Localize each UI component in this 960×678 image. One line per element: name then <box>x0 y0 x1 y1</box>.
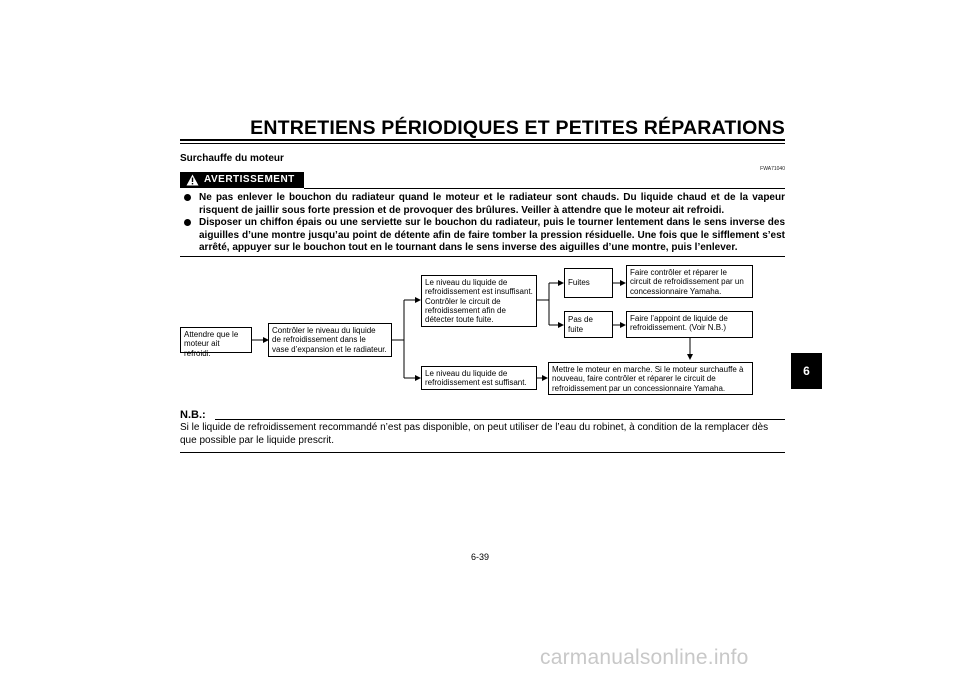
watermark: carmanualsonline.info <box>540 646 749 669</box>
chapter-tab: 6 <box>791 353 822 389</box>
flow-box-check-level: Contrôler le niveau du liquide de refroidissement dans le vase d’expansion et le radiateur. <box>268 323 392 357</box>
note-text: Si le liquide de refroidissement recommandé n’est pas disponible, on peut utiliser de l’eau du robinet, à condition de la remplacer dès que possible par le liquide prescrit. <box>180 422 769 446</box>
note-label: N.B.: <box>180 409 206 421</box>
section-heading: Surchauffe du moteur <box>180 153 284 164</box>
note-rule-top <box>215 419 785 420</box>
flow-box-sufficient: Le niveau du liquide de refroidissement est suffisant. <box>421 366 537 390</box>
flow-box-insufficient: Le niveau du liquide de refroidissement est insuffisant. Contrôler le circuit de refroidissement afin de détecter toute fuite. <box>421 275 537 327</box>
flow-box-no-leak: Pas de fuite <box>564 311 613 338</box>
warning-label: AVERTISSEMENT <box>204 174 295 185</box>
warning-item-text: Disposer un chiffon épais ou une serviette sur le bouchon du radiateur, puis le tourner lentement dans le sens inverse des aiguilles d’une montre jusqu’au point de détente afin de faire tomber la pression résiduelle. Une fois que le sifflement s’est arrêté, appuyer sur le bouchon tout en le tournant dans le sens inverse des aiguilles d’une montre, puis l’enlever. <box>199 217 785 253</box>
note-rule-bottom <box>180 452 785 453</box>
page-title: ENTRETIENS PÉRIODIQUES ET PETITES RÉPARATIONS <box>250 117 785 139</box>
flow-box-repair: Faire contrôler et réparer le circuit de refroidissement par un concessionnaire Yamaha. <box>626 265 753 298</box>
flow-box-restart: Mettre le moteur en marche. Si le moteur surchauffe à nouveau, faire contrôler et réparer le circuit de refroidissement par un concessionnaire Yamaha. <box>548 362 753 395</box>
warning-code: FWA71040 <box>760 166 785 172</box>
flow-box-leaks: Fuites <box>564 268 613 298</box>
warning-item-text: Ne pas enlever le bouchon du radiateur quand le moteur et le radiateur sont chauds. Du liquide chaud et de la vapeur risquent de jaillir sous forte pression et de provoquer des brûlures. Veiller à attendre que le moteur ait refroidi. <box>199 192 785 216</box>
flow-box-wait: Attendre que le moteur ait refroidi. <box>180 327 252 353</box>
flow-box-top-up: Faire l’appoint de liquide de refroidissement. (Voir N.B.) <box>626 311 753 338</box>
page-number: 6-39 <box>470 552 489 562</box>
